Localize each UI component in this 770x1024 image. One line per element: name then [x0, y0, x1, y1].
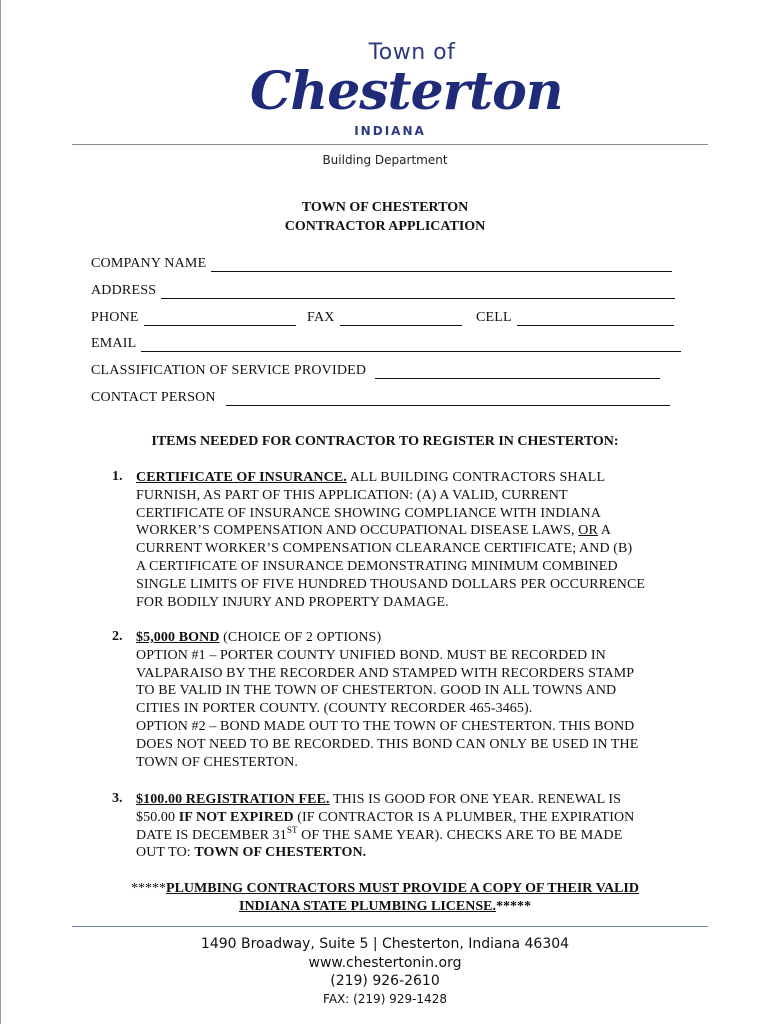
document-title-line2: CONTRACTOR APPLICATION [284, 219, 486, 234]
item-1-text: CERTIFICATE OF INSURANCE. ALL BUILDING CONTRACTORS SHALL FURNISH, AS PART OF THIS APPLICATION: (A) A VALID, CURRENT CERTIFICATE OF INSURANCE SHOWING COMPLIANCE WITH INDIANA WORKER’S COMPENSATION AND OCCUPATIONAL DISEASE LAWS, OR A CURRENT WORKER’S COMPENSATION CLEARANCE CERTIFICATE; AND (B) A CERTIFICATE OF INSURANCE DEMONSTRATING MINIMUM COMBINED SINGLE LIMITS OF FIVE HUNDRED THOUSAND DOLLARS PER OCCURRENCE FOR BODILY INJURY AND PROPERTY DAMAGE. [136, 470, 646, 610]
address-field[interactable] [91, 281, 675, 299]
item-3-text: $100.00 REGISTRATION FEE. THIS IS GOOD FOR ONE YEAR. RENEWAL IS $50.00 IF NOT EXPIRED (IF CONTRACTOR IS A PLUMBER, THE EXPIRATION DATE IS DECEMBER 31ST OF THE SAME YEAR). CHECKS ARE TO BE MADE OUT TO: TOWN OF CHESTERTON. [136, 792, 635, 861]
item-2-number: 2. [112, 629, 123, 644]
item-3-heading: $100.00 REGISTRATION FEE. [136, 792, 330, 807]
cell-field[interactable] [476, 308, 674, 326]
plumbing-license-note: *****PLUMBING CONTRACTORS MUST PROVIDE A COPY OF THEIR VALID INDIANA STATE PLUMBING LICENSE.***** [131, 881, 639, 914]
contact-person-label: CONTACT PERSON [91, 390, 216, 405]
phone-blank[interactable] [144, 311, 296, 326]
company-name-label: COMPANY NAME [91, 256, 207, 271]
fax-blank[interactable] [340, 311, 462, 326]
town-logo [250, 32, 563, 142]
department-label: Building Department [322, 153, 448, 167]
footer-phone: (219) 926-2610 [330, 973, 440, 989]
phone-label: PHONE [91, 310, 139, 325]
contact-person-blank[interactable] [226, 391, 670, 406]
footer-address: 1490 Broadway, Suite 5 | Chesterton, Indiana 46304 [200, 936, 570, 952]
items-heading: ITEMS NEEDED FOR CONTRACTOR TO REGISTER IN CHESTERTON: [151, 434, 619, 449]
company-name-blank[interactable] [211, 257, 672, 272]
item-1-number: 1. [112, 469, 123, 484]
item-2-heading: $5,000 BOND [136, 630, 220, 645]
phone-field[interactable] [91, 308, 296, 326]
address-label: ADDRESS [91, 283, 157, 298]
cell-label: CELL [476, 310, 512, 325]
contact-person-field[interactable] [91, 388, 670, 406]
header-divider [72, 144, 708, 145]
classification-field[interactable] [91, 361, 660, 379]
fax-label: FAX [307, 310, 335, 325]
company-name-field[interactable] [91, 254, 672, 272]
footer-fax: FAX: (219) 929-1428 [323, 992, 447, 1006]
item-1-heading: CERTIFICATE OF INSURANCE. [136, 470, 347, 485]
item-3-number: 3. [112, 791, 123, 806]
address-blank[interactable] [161, 284, 675, 299]
item-2-text: $5,000 BOND (CHOICE OF 2 OPTIONS) OPTION #1 – PORTER COUNTY UNIFIED BOND. MUST BE RECORDED IN VALPARAISO BY THE RECORDER AND STAMPED WITH RECORDERS STAMP TO BE VALID IN THE TOWN OF CHESTERTON. GOOD IN ALL TOWNS AND CITIES IN PORTER COUNTY. (COUNTY RECORDER 465-3465). OPTION #2 – BOND MADE OUT TO THE TOWN OF CHESTERTON. THIS BOND DOES NOT NEED TO BE RECORDED. THIS BOND CAN ONLY BE USED IN THE TOWN OF CHESTERTON. [136, 630, 639, 770]
classification-blank[interactable] [375, 364, 660, 379]
classification-label: CLASSIFICATION OF SERVICE PROVIDED [91, 363, 367, 378]
document-title-line1: TOWN OF CHESTERTON [301, 200, 469, 215]
email-label: EMAIL [91, 336, 137, 351]
footer-divider [72, 926, 708, 927]
cell-blank[interactable] [517, 311, 674, 326]
email-blank[interactable] [141, 337, 681, 352]
email-field[interactable] [91, 334, 681, 352]
logo-state: INDIANA [354, 124, 426, 138]
logo-town-of: Town of [368, 40, 456, 65]
logo-town-name: Chesterton [250, 61, 563, 122]
fax-field[interactable] [307, 308, 462, 326]
footer-website[interactable]: www.chestertonin.org [308, 955, 462, 971]
